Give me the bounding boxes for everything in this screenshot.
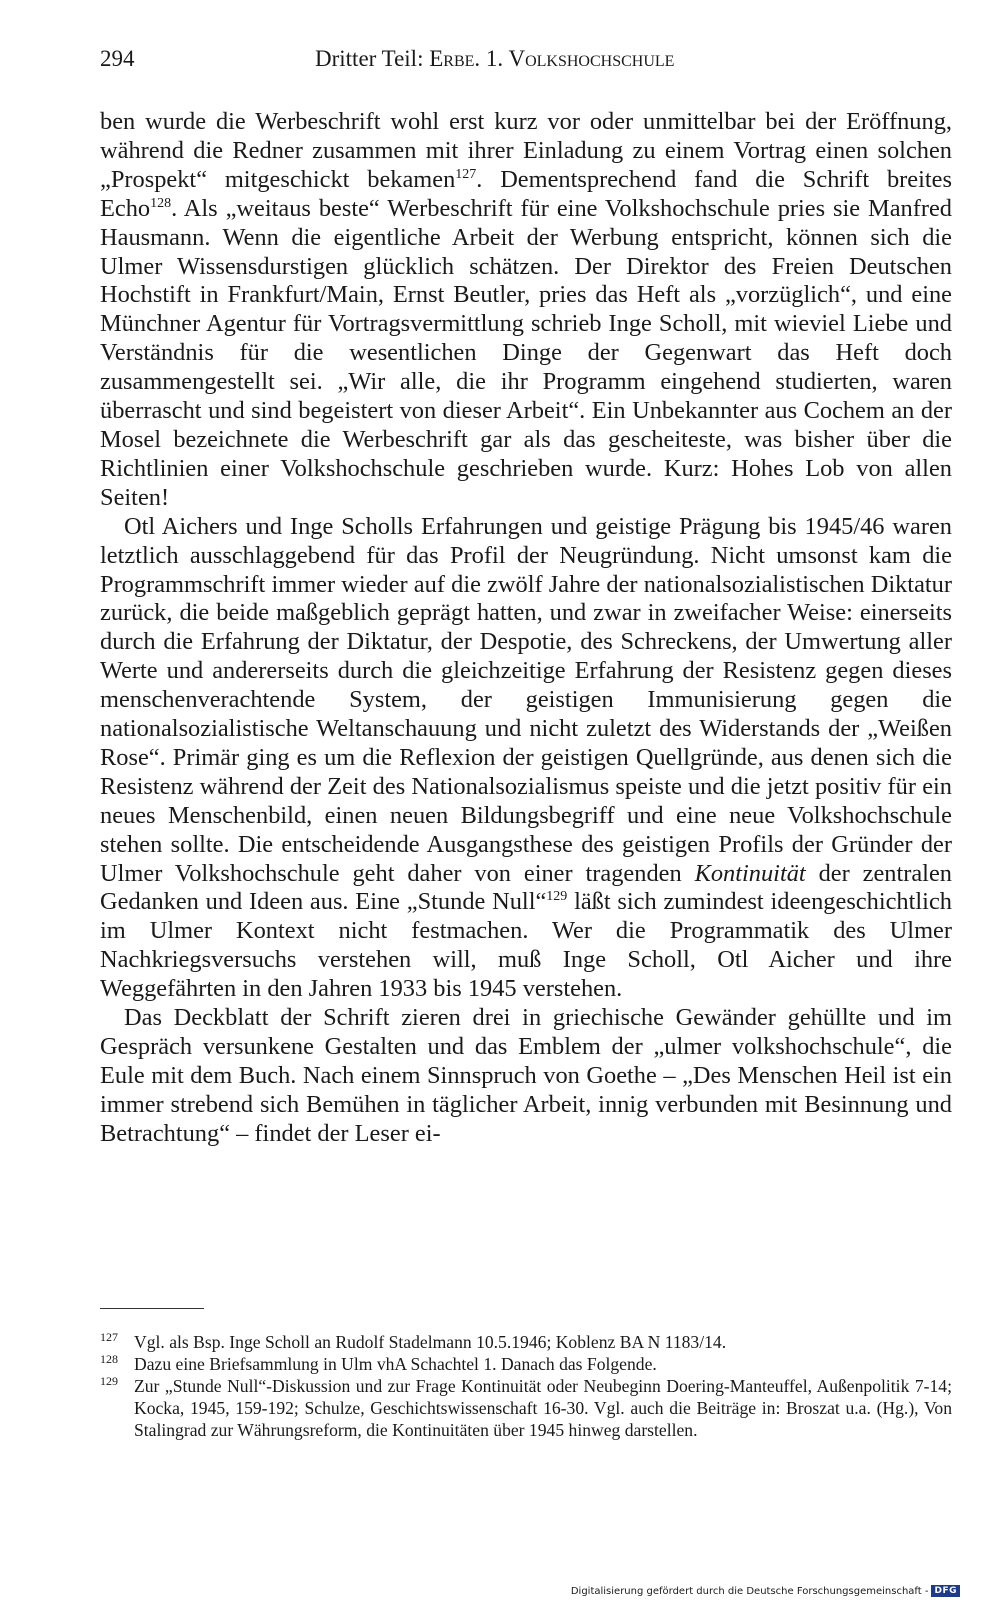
running-head-small-caps: Erbe. 1. Volkshochschule (429, 46, 675, 71)
paragraph-3: Das Deckblatt der Schrift zieren drei in griechische Gewänder gehüllte und im Gespräch versunkene Gestalten und das Emblem der „ulmer volkshochschule“, die Eule mit dem Buch. Nach einem Sinnspruch von Goethe – „Des Menschen Heil ist ein immer strebend sich Bemühen in täglicher Arbeit, innig verbunden mit Besinnung und Betrachtung“ – findet der Leser ei- (100, 1004, 952, 1147)
footnote-rule (100, 1308, 204, 1309)
text-run: Otl Aichers und Inge Scholls Erfahrungen und geistige Prägung bis 1945/46 waren letztlich ausschlaggebend für das Profil der Neugründung. Nicht umsonst kam die Programmschrift immer wieder auf die zwölf Jahre der nationalsozialistischen Diktatur zurück, die beide maßgeblich geprägt hatten, und zwar in zweifacher Weise: einerseits durch die Erfahrung der Diktatur, der Despotie, des Schreckens, der Umwertung aller Werte und andererseits durch die gleichzeitige Erfahrung der Resistenz gegen dieses menschenverachtende System, der geistigen Immunisierung gegen die nationalsozialistische Weltanschauung und nicht zuletzt des Widerstands der „Weißen Rose“. Primär ging es um die Reflexion der geistigen Quellgründe, aus denen sich die Resistenz während der Zeit des Nationalsozialismus speiste und die jetzt positiv für ein neues Menschenbild, einen neuen Bildungsbegriff und eine neue Volkshochschule stehen sollte. Die entscheidende Ausgangsthese des geistigen Profils der Gründer der Ulmer Volkshochschule geht daher von einer tragenden (100, 512, 952, 887)
credit-text: Digitalisierung gefördert durch die Deutsche Forschungsgemeinschaft - (570, 1585, 929, 1597)
paragraph-1 (100, 108, 952, 513)
digitization-credit (571, 1583, 960, 1599)
footnote-127 (100, 1331, 952, 1353)
text-run: ben wurde die Werbeschrift wohl erst kurz vor oder unmittelbar bei der Eröffnung, während die Redner zusammen mit ihrer Einladung zu einem Vortrag einen solchen „Prospekt“ mitgeschickt bekamen (100, 108, 952, 193)
footnote-text: Zur „Stunde Null“-Diskussion und zur Frage Kontinuität oder Neubeginn Doering-Manteuffel, Außenpolitik 7-14; Kocka, 1945, 159-192; Schulze, Geschichtswissenschaft 16-30. Vgl. auch die Beiträge in: Broszat u.a. (Hg.), Von Stalingrad zur Währungsreform, die Kontinuitäten über 1945 hinweg darstellen. (134, 1376, 952, 1440)
footnote-number: 127 (100, 1330, 118, 1344)
text-run: der zentralen Gedanken und Ideen aus. Eine „Stunde Null“ (100, 859, 952, 916)
text-run: . Als „weitaus beste“ Werbeschrift für eine Volkshochschule pries sie Manfred Hausmann. Wenn die eigentliche Arbeit der Werbung entspricht, können sich die Ulmer Wissensdurstigen glücklich schätzen. Der Direktor des Freien Deutschen Hochstift in Frankfurt/Main, Ernst Beutler, pries das Heft als „vorzüglich“, und eine Münchner Agentur für Vortragsvermittlung schrieb Inge Scholl, mit wieviel Liebe und Verständnis für die wesentlichen Dinge der Gegenwart das Heft doch zusammengestellt sei. „Wir alle, die ihr Programm eingehend studierten, waren überrascht und sind begeistert von dieser Arbeit“. Ein Unbekannter aus Cochem an der Mosel bezeichnete die Werbeschrift gar als das gescheiteste, was bisher über die Richtlinien einer Volkshochschule geschrieben wurde. Kurz: Hohes Lob von allen Seiten! (100, 194, 952, 511)
text-run: . Dementsprechend fand die Schrift breites Echo (100, 165, 953, 222)
running-head (315, 46, 674, 72)
footnote-ref-127: 127 (455, 166, 477, 182)
text-run: läßt sich zumindest ideengeschichtlich im Ulmer Kontext nicht festmachen. Wer die Programmatik des Ulmer Nachkriegsversuchs verstehen will, muß Inge Scholl, Otl Aicher und ihre Weggefährten in den Jahren 1933 bis 1945 verstehen. (100, 888, 952, 1003)
running-head-prefix: Dritter Teil: (315, 46, 430, 71)
dfg-logo: DFG (931, 1585, 960, 1597)
footnote-number: 129 (100, 1374, 118, 1388)
footnote-text: Dazu eine Briefsammlung in Ulm vhA Schachtel 1. Danach das Folgende. (134, 1354, 657, 1374)
footnotes (100, 1331, 952, 1441)
footnote-text: Vgl. als Bsp. Inge Scholl an Rudolf Stadelmann 10.5.1946; Koblenz BA N 1183/14. (134, 1332, 727, 1352)
page-header (100, 42, 860, 76)
emphasis: Kontinuität (694, 859, 806, 887)
page-number: 294 (100, 46, 135, 71)
footnote-number: 128 (100, 1352, 118, 1366)
paragraph-2 (100, 513, 952, 1004)
footnote-ref-128: 128 (150, 195, 172, 211)
footnote-ref-129: 129 (546, 889, 568, 905)
footnote-129 (100, 1375, 952, 1441)
body-text (100, 108, 952, 1149)
footnote-128 (100, 1353, 952, 1375)
